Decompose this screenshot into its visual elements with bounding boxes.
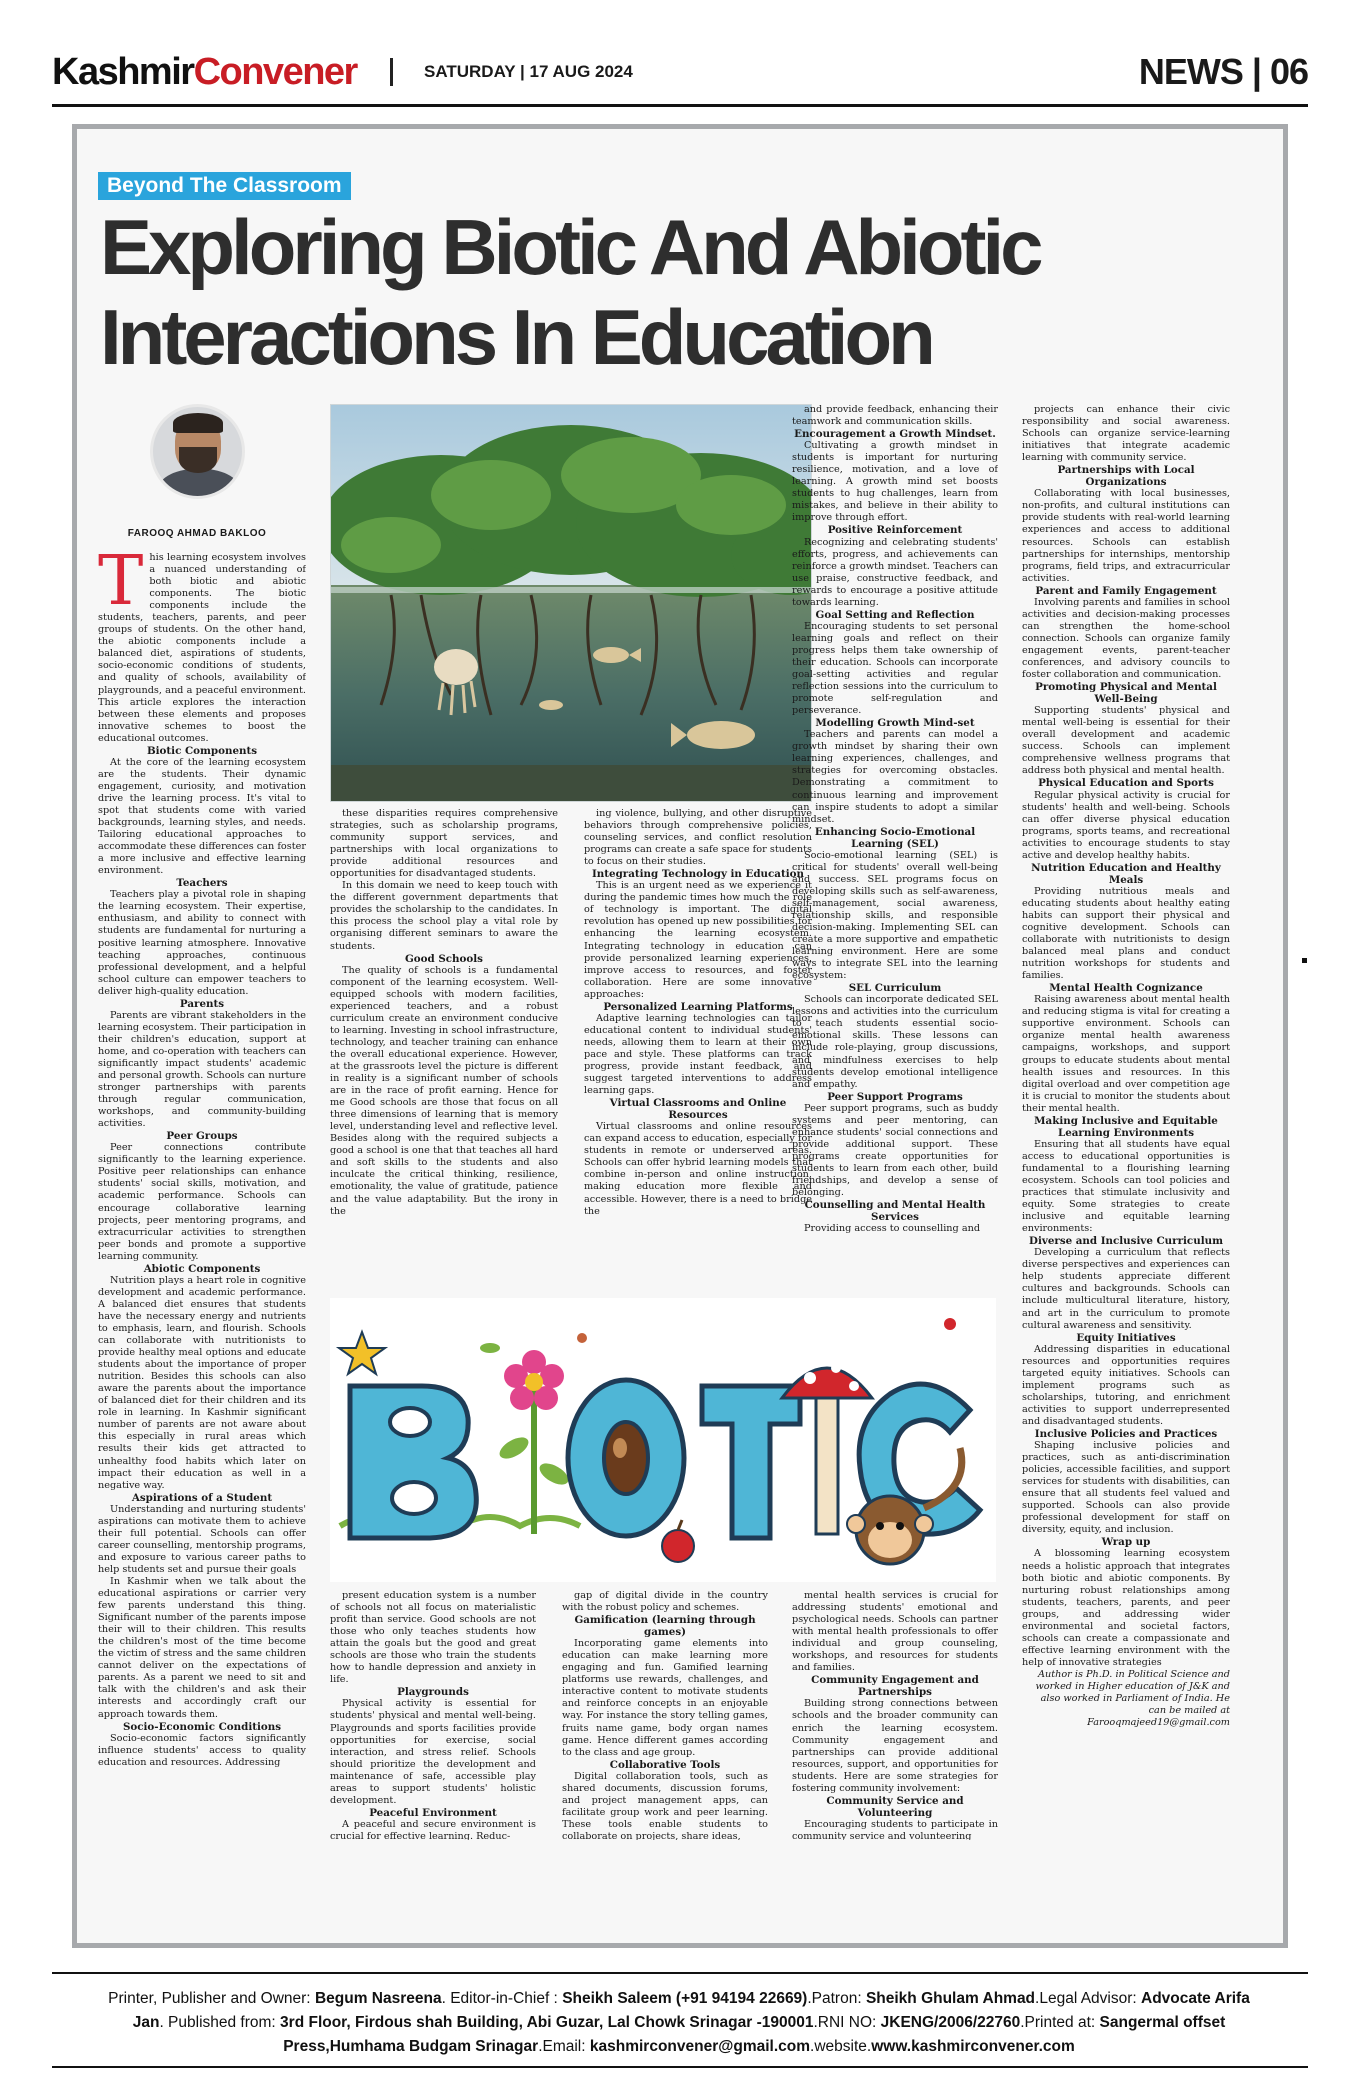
subhead: Wrap up bbox=[1101, 1536, 1151, 1549]
paragraph: Socio-emotional learning (SEL) is critical for students' overall well-being and success. SEL programs focus on developing skills such as self-awareness, self-management, social awareness, relationship skills, and responsible decision-making. Implementing SEL can create a more supportive and empathetic learning environment. Here are some ways to integrate SEL into the learning ecosystem: bbox=[792, 849, 998, 982]
paragraph: Shaping inclusive policies and practices, such as anti-discrimination policies, accessible facilities, and support services for students with disabilities, can ensure that all students feel valued and supported. Schools can also provide professional development for staff on diversity, equity, and inclusion. bbox=[1022, 1440, 1230, 1536]
issue-date: SATURDAY | 17 AUG 2024 bbox=[424, 62, 633, 81]
logo-part1: Kashmir bbox=[52, 51, 194, 93]
subhead: Biotic Components bbox=[146, 744, 258, 757]
footer-rule bbox=[52, 1972, 1308, 1974]
subhead: Personalized Learning Platforms bbox=[603, 1000, 793, 1013]
paragraph: This is an urgent need as we experience it during the pandemic times how much the role of technology is important. The digital revolution has opened up new possibilities for enhancing the learning ecosystem. Integrating technology in education can provide personalized learning experiences, improve access to resources, and foster collaboration. Here are some innovative approaches: bbox=[584, 880, 812, 1000]
subhead: Peer Groups bbox=[166, 1130, 238, 1143]
subhead: Playgrounds bbox=[397, 1686, 469, 1699]
paragraph: mental health services is crucial for addressing students' emotional and psychological needs. Schools can partner with mental health professionals to offer individual and group counseling, workshops, and resources for students and families. bbox=[792, 1590, 998, 1674]
footer-bottom-rule bbox=[52, 2066, 1308, 2068]
subhead: Virtual Classrooms and Online Resources bbox=[609, 1097, 787, 1122]
paragraph: Digital collaboration tools, such as shared documents, discussion forums, and project management apps, can facilitate group work and peer learning. These tools enable students to collaborate on projects, share ideas, bbox=[562, 1770, 768, 1840]
paragraph: Peer support programs, such as buddy systems and peer mentoring, can enhance students' social connections and provide additional support. These programs create opportunities for students to learn from each other, build friendships, and develop a sense of belonging. bbox=[792, 1102, 998, 1199]
subhead: SEL Curriculum bbox=[848, 982, 942, 995]
paragraph: Understanding and nurturing students' aspirations can motivate them to achieve their full potential. Schools can offer career counselling, mentorship programs, and exposure to various career paths to help students set and pursue their goals bbox=[98, 1503, 306, 1575]
paragraph: Ensuring that all students have equal access to educational opportunities is fundamental to a flourishing learning ecosystem. Schools can tool policies and practices that stimulate inclusivity and equity. Some strategies to create inclusive and equitable learning environments: bbox=[1022, 1138, 1230, 1235]
subhead: Physical Education and Sports bbox=[1038, 777, 1214, 790]
paragraph: these disparities requires comprehensive strategies, such as scholarship programs, community support services, and partnerships with local organizations to provide additional resources and opportunities for disadvantaged students. bbox=[330, 808, 558, 880]
subhead: Parents bbox=[179, 997, 225, 1010]
subhead: Inclusive Policies and Practices bbox=[1034, 1427, 1218, 1440]
paragraph: The quality of schools is a fundamental component of the learning ecosystem. Well-equipped schools with modern facilities, experienced teachers, and a robust curriculum create an environment conducive to learning. Investing in school infrastructure, technology, and teacher training can enhance the overall educational experience. However, at the grassroots level the picture is different in reality is a significant number of schools are in the race of profit earning. Hence for me Good schools are those that focus on all three dimensions of learning that is memory level, understanding level and reflective level. Besides along with the required subjects a good a school is one that that teaches all hard and soft skills to the students and also inculcate the critical thinking, resilience, emotionality, the value of gratitude, patience and the value adaptability. But the irony in the bbox=[330, 964, 558, 1217]
subhead: Encouragement a Growth Mindset. bbox=[794, 428, 996, 441]
column-1 bbox=[98, 552, 306, 1834]
section-tag: Beyond The Classroom bbox=[98, 172, 351, 200]
subhead: Diverse and Inclusive Curriculum bbox=[1029, 1235, 1223, 1248]
author-credit: Author is Ph.D. in Political Science and worked in Higher education of J&K and also worked in Parliament of India. He can be mailed at Farooqmajeed19@gmail.com bbox=[1035, 1668, 1230, 1729]
paragraph: Addressing disparities in educational resources and opportunities requires targeted equity initiatives. Schools can implement programs such as scholarships, tutoring, and enrichment activities to support underrepresented and disadvantaged students. bbox=[1022, 1343, 1230, 1427]
paragraph: Incorporating game elements into education can make learning more engaging and fun. Gamified learning platforms use rewards, challenges, and interactive content to motivate students and reinforce concepts in an enjoyable way. For instance the story telling games, fruits name game, body organ names game. Hence different games according to the class and age group. bbox=[562, 1638, 768, 1758]
mangrove-photo bbox=[330, 404, 812, 802]
paragraph: A peaceful and secure environment is crucial for effective learning. Reduc- bbox=[330, 1818, 536, 1840]
page-mark bbox=[1302, 958, 1307, 963]
paragraph: Virtual classrooms and online resources can expand access to education, especially for students in remote or underserved areas. Schools can offer hybrid learning models that combine in-person and online instruction, making education more flexible and accessible. However, there is a need to bridge the bbox=[584, 1121, 812, 1217]
paragraph: Providing access to counselling and bbox=[804, 1223, 981, 1235]
paragraph: In Kashmir when we talk about the educational aspirations or carrier very few parents understand this thing. Significant number of the parents impose their will to their children. This results the children's most of the time become the victim of stress and the same children cannot deliver on the expectations of parents. As a parent we need to sit and talk with the children's and ask their interests and accordingly craft our approach towards them. bbox=[98, 1575, 306, 1720]
imprint: Printer, Publisher and Owner: Begum Nasreena. Editor-in-Chief : Sheikh Saleem (+91 94194 22669).Patron: Sheikh Ghulam Ahmad.Legal Advisor: Advocate Arifa Jan. Published from: 3rd Floor, Firdous shah Building, Abi Guzar, Lal Chowk Srinagar -190001.RNI NO: JKENG/2006/22760.Printed at: Sangermal offset Press,Humhama Budgam Srinagar.Email: kashmirconvener@gmail.com.website.www.kashmirconvener.com bbox=[108, 1990, 1250, 2055]
subhead: Integrating Technology in Education bbox=[591, 868, 805, 881]
letter-b bbox=[350, 1386, 476, 1538]
subhead: Peaceful Environment bbox=[369, 1806, 497, 1819]
letter-t bbox=[702, 1386, 800, 1538]
newspaper-logo bbox=[52, 48, 357, 96]
paragraph: Supporting students' physical and mental well-being is essential for their overall development and academic success. Schools can implement comprehensive wellness programs that address both physical and mental health. bbox=[1022, 705, 1230, 777]
subhead: Modelling Growth Mind-set bbox=[815, 717, 975, 730]
paragraph: Collaborating with local businesses, non-profits, and cultural institutions can provide students with real-world learning experiences and access to additional resources. Schools can establish partnerships for internships, mentorship programs, field trips, and extracurricular activities. bbox=[1022, 488, 1230, 584]
column-2-bottom bbox=[330, 1590, 536, 1840]
paragraph: projects can enhance their civic responsibility and social awareness. Schools can organize service-learning initiatives that integrate academic learning with community service. bbox=[1022, 404, 1230, 464]
paragraph: present education system is a number of schools not all focus on materialistic profit than service. Good schools are not those who only teaches students how attain the goals but the good and great schools are those who train the students how to handle depression and anxiety in life. bbox=[330, 1590, 536, 1686]
subhead: Partnerships with Local Organizations bbox=[1057, 464, 1195, 489]
paragraph: Providing nutritious meals and educating students about healthy eating habits can support their physical and cognitive development. Schools can collaborate with nutritionists to design balanced meal plans and conduct nutrition workshops for students and families. bbox=[1022, 885, 1230, 982]
paragraph: A blossoming learning ecosystem needs a holistic approach that integrates both biotic and abiotic components. By nurturing robust relationships among students, teachers, parents, and peer groups, and addressing wider environmental and societal factors, schools can create a compassionate and effective learning environment with the help of innovative strategies bbox=[1022, 1548, 1230, 1668]
subhead: Community Engagement and Partnerships bbox=[811, 1674, 979, 1699]
column-3-top bbox=[584, 808, 812, 1266]
column-2-top bbox=[330, 808, 558, 1266]
paragraph: Physical activity is essential for students' physical and mental well-being. Playgrounds and sports facilities provide opportunities for exercise, social interaction, and stress relief. Schools should prioritize the development and maintenance of safe, accessible play areas to support students' holistic development. bbox=[330, 1698, 536, 1806]
subhead: Nutrition Education and Healthy Meals bbox=[1031, 861, 1221, 886]
flower-i bbox=[496, 1350, 572, 1534]
drop-cap: T bbox=[98, 552, 144, 621]
logo-part2: Convener bbox=[193, 51, 357, 93]
subhead: Gamification (learning through games) bbox=[574, 1614, 756, 1639]
paragraph: Regular physical activity is crucial for students' health and well-being. Schools can offer diverse physical education programs, sports teams, and recreational activities to encourage students to stay active and develop healthy habits. bbox=[1022, 789, 1230, 861]
paragraph: Encouraging students to set personal learning goals and reflect on their progress helps them take ownership of their education. Schools can incorporate goal-setting activities and regular reflection sessions into the curriculum to promote self-regulation and perseverance. bbox=[792, 620, 998, 717]
paragraph: Involving parents and families in school activities and decision-making processes can strengthen the home-school connection. Schools can organize family engagement events, parent-teacher conferences, and advisory councils to foster collaboration and communication. bbox=[1022, 596, 1230, 681]
subhead: Peer Support Programs bbox=[827, 1090, 963, 1103]
subhead: Collaborative Tools bbox=[609, 1758, 721, 1771]
paragraph: Teachers play a pivotal role in shaping the learning ecosystem. Their expertise, enthusiasm, and ability to connect with students are fundamental for nurturing a positive learning atmosphere. Innovative teaching approaches, continuous professional development, and a helpful school culture can empower teachers to deliver high-quality education. bbox=[98, 889, 306, 997]
subhead: Abiotic Components bbox=[143, 1262, 261, 1275]
paragraph: In this domain we need to keep touch with the different government departments that provides the scholarship to the candidates. In this process the school play a vital role by organising different seminars to aware the students. bbox=[330, 880, 558, 952]
biotic-illustration bbox=[330, 1298, 996, 1582]
subhead: Mental Health Cognizance bbox=[1049, 982, 1203, 995]
top-rule bbox=[52, 104, 1308, 107]
paragraph: Parents are vibrant stakeholders in the learning ecosystem. Their participation in their children's education, support at home, and co-operation with teachers can significantly impact students' academic and personal growth. Schools can nurture stronger partnerships with parents through regular communication, workshops, and community-building activities. bbox=[98, 1009, 306, 1130]
subhead: Enhancing Socio-Emotional Learning (SEL) bbox=[814, 825, 976, 850]
subhead: Positive Reinforcement bbox=[827, 524, 963, 537]
letter-o bbox=[568, 1380, 684, 1536]
subhead: Community Service and Volunteering bbox=[826, 1794, 964, 1819]
paragraph: Developing a curriculum that reflects diverse perspectives and experiences can help students appreciate different cultures and backgrounds. Schools can include multicultural literature, history, and art in the curriculum to promote cultural awareness and sensitivity. bbox=[1022, 1247, 1230, 1331]
column-3-bottom bbox=[562, 1590, 768, 1840]
headline: Exploring Biotic And Abiotic Interactions In Education bbox=[100, 203, 1040, 381]
masthead bbox=[52, 48, 1308, 96]
column-4-bottom bbox=[792, 1590, 998, 1840]
paragraph: Socio-economic factors significantly influence students' access to quality education and resources. Addressing bbox=[98, 1732, 306, 1768]
subhead: Socio-Economic Conditions bbox=[122, 1720, 282, 1733]
intro-paragraph: This learning ecosystem involves a nuanced understanding of both biotic and abiotic components. The biotic components include the students, teachers, parents, and peer groups of students. On the other hand, the abiotic components include a balanced diet, aspirations of students, socio-economic conditions of students, and quality of schools, availability of playgrounds, and a peaceful environment. This article explores the interaction between these elements and proposes innovative schemes to boost the educational outcomes. bbox=[98, 552, 306, 744]
paragraph: and provide feedback, enhancing their teamwork and communication skills. bbox=[792, 404, 998, 428]
subhead: Counselling and Mental Health Services bbox=[804, 1199, 986, 1224]
website-link[interactable]: www.kashmirconvener.com bbox=[871, 2038, 1075, 2055]
paragraph: Adaptive learning technologies can tailor educational content to individual students' needs, allowing them to learn at their own pace and style. These platforms can track progress, provide instant feedback, and suggest targeted interventions to address learning gaps. bbox=[584, 1012, 812, 1097]
paragraph: Recognizing and celebrating students' efforts, progress, and achievements can reinforce a growth mindset. Teachers can use praise, constructive feedback, and rewards to encourage a positive attitude towards learning. bbox=[792, 536, 998, 608]
paragraph: gap of digital divide in the country with the robust policy and schemes. bbox=[562, 1590, 768, 1614]
column-4-top bbox=[792, 404, 998, 1266]
page-label: NEWS | 06 bbox=[1138, 51, 1308, 92]
paragraph: Teachers and parents can model a growth mindset by sharing their own learning experiences, challenges, and strategies for overcoming obstacles. Demonstrating a commitment to continuous learning and improvement can inspire students to adopt a similar mindset. bbox=[792, 729, 998, 825]
paragraph: ing violence, bullying, and other disruptive behaviors through comprehensive policies, counseling services, and conflict resolution programs can create a safe space for students to focus on their studies. bbox=[584, 808, 812, 868]
paragraph: Cultivating a growth mindset in students is important for nurturing resilience, motivation, and a love of learning. A growth mind set boosts students to hug challenges, learn from mistakes, and believe in their ability to improve through effort. bbox=[792, 440, 998, 524]
paragraph: Peer connections contribute significantly to the learning experience. Positive peer relationships can enhance students' social skills, motivation, and academic performance. Schools can encourage collaborative learning projects, peer mentoring programs, and extracurricular activities to strengthen peer bonds and promote a supportive learning community. bbox=[98, 1142, 306, 1262]
paragraph: Encouraging students to participate in community service and volunteering bbox=[792, 1818, 998, 1840]
paragraph: Raising awareness about mental health and reducing stigma is vital for creating a supportive environment. Schools can organize mental health awareness campaigns, workshops, and support groups to educate students about mental health issues and resources. In this digital overload and over competition age it is crucial to monitor the students about their mental health. bbox=[1022, 994, 1230, 1114]
paragraph: Nutrition plays a heart role in cognitive development and academic performance. A balanced diet ensures that students have the necessary energy and nutrients to emphasis, learn, and flourish. Schools can collaborate with nutritionists to provide healthy meal options and educate students about the importance of proper nutrition. Besides this schools can also aware the parents about the importance of balanced diet for their children and its role in learning. In Kashmir significant number of parents are not aware about this especially in rural areas which results their kids get attracted to unhealthy food habits which later on impact their education as well in a negative way. bbox=[98, 1274, 306, 1491]
subhead: Teachers bbox=[176, 877, 228, 890]
masthead-divider bbox=[390, 58, 393, 86]
column-5 bbox=[1022, 404, 1230, 1834]
author-byline: FAROOQ AHMAD BAKLOO bbox=[127, 528, 267, 539]
subhead: Parent and Family Engagement bbox=[1035, 584, 1217, 597]
author-photo bbox=[150, 404, 245, 499]
paragraph: Building strong connections between schools and the broader community can enrich the learning ecosystem. Community engagement and partnerships can provide additional resources, support, and opportunities for students. Here are some strategies for fostering community involvement: bbox=[792, 1698, 998, 1794]
subhead: Good Schools bbox=[405, 952, 483, 965]
subhead: Aspirations of a Student bbox=[131, 1491, 273, 1504]
subhead: Promoting Physical and Mental Well-Being bbox=[1035, 681, 1217, 706]
subhead: Making Inclusive and Equitable Learning Environments bbox=[1034, 1114, 1218, 1139]
paragraph: Schools can incorporate dedicated SEL lessons and activities into the curriculum to teach students essential socio-emotional skills. These lessons can include role-playing, group discussions, and mindfulness exercises to help students develop emotional intelligence and empathy. bbox=[792, 994, 998, 1090]
subhead: Equity Initiatives bbox=[1076, 1331, 1176, 1344]
paragraph: At the core of the learning ecosystem are the students. Their dynamic engagement, curiosity, and motivation drive the learning process. It's vital to spot that students come with varied backgrounds, learning styles, and needs. Tailoring educational approaches to accommodate these differences can foster a more inclusive and effective learning environment. bbox=[98, 756, 306, 877]
subhead: Goal Setting and Reflection bbox=[815, 608, 975, 621]
